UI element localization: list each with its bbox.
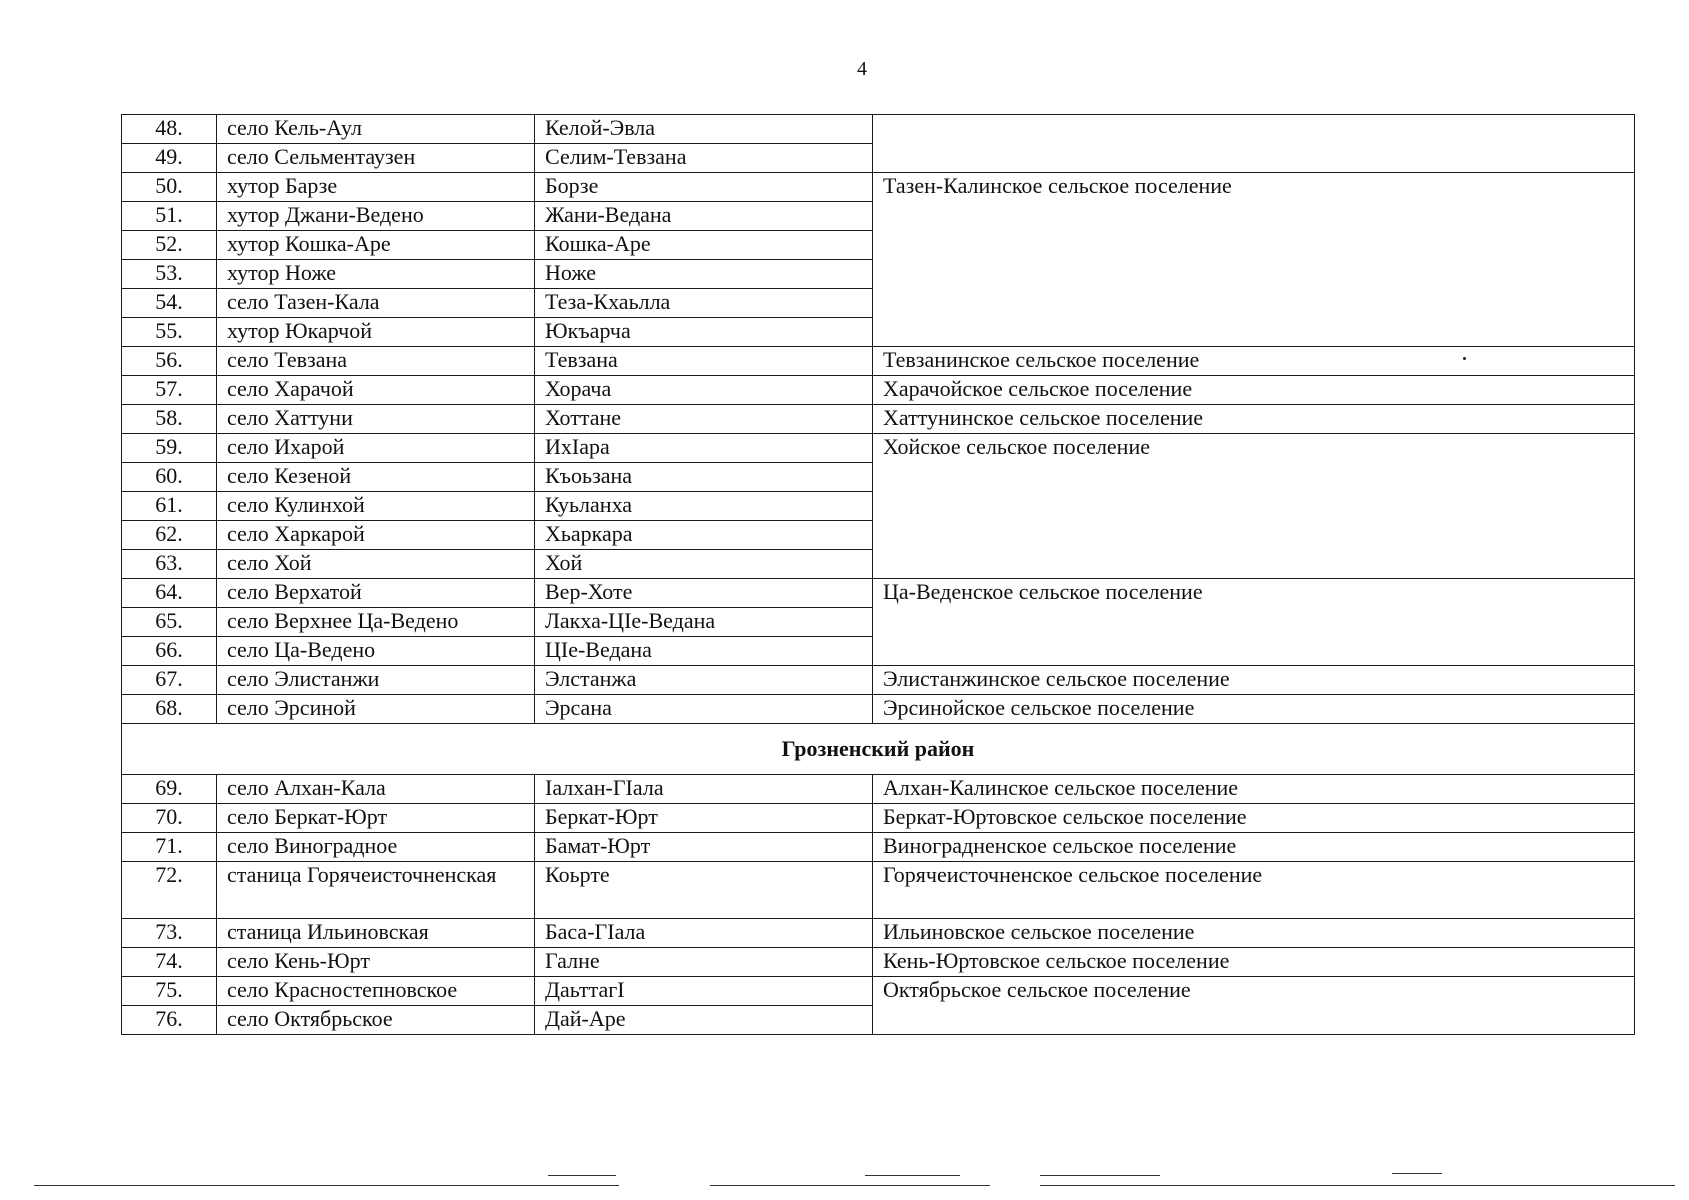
chechen-name: Жани-Ведана	[535, 202, 873, 231]
row-number: 67.	[122, 666, 217, 695]
municipality-name: Харачойское сельское поселение	[873, 376, 1635, 405]
chechen-name: Къоьзана	[535, 463, 873, 492]
settlement-name: село Тазен-Кала	[217, 289, 535, 318]
settlement-name: село Красностепновское	[217, 977, 535, 1006]
table-row	[122, 977, 1635, 1006]
settlement-name: хутор Юкарчой	[217, 318, 535, 347]
table-row	[122, 695, 1635, 724]
municipality-name: Беркат-Юртовское сельское поселение	[873, 804, 1635, 833]
chechen-name: Галне	[535, 948, 873, 977]
table-row	[122, 666, 1635, 695]
chechen-name: Iалхан-ГIала	[535, 775, 873, 804]
chechen-name: Коьрте	[535, 862, 873, 919]
settlement-name: станица Ильиновская	[217, 919, 535, 948]
table-row	[122, 115, 1635, 144]
settlement-name: село Элистанжи	[217, 666, 535, 695]
chechen-name: ИхIара	[535, 434, 873, 463]
municipality-name: Ца-Веденское сельское поселение	[873, 579, 1635, 666]
settlement-name: село Харачой	[217, 376, 535, 405]
row-number: 71.	[122, 833, 217, 862]
row-number: 51.	[122, 202, 217, 231]
row-number: 68.	[122, 695, 217, 724]
chechen-name: Лакха-ЦIе-Ведана	[535, 608, 873, 637]
table-row	[122, 948, 1635, 977]
row-number: 55.	[122, 318, 217, 347]
chechen-name: Вер-Хоте	[535, 579, 873, 608]
settlement-name: село Виноградное	[217, 833, 535, 862]
section-header-row	[122, 724, 1635, 775]
settlement-name: село Сельментаузен	[217, 144, 535, 173]
settlement-name: село Хаттуни	[217, 405, 535, 434]
chechen-name: Юкъарча	[535, 318, 873, 347]
row-number: 70.	[122, 804, 217, 833]
row-number: 61.	[122, 492, 217, 521]
footer-rule	[548, 1175, 616, 1176]
settlement-name: село Ца-Ведено	[217, 637, 535, 666]
row-number: 53.	[122, 260, 217, 289]
table-row	[122, 376, 1635, 405]
chechen-name: Селим-Тевзана	[535, 144, 873, 173]
chechen-name: Бамат-Юрт	[535, 833, 873, 862]
settlement-name: село Октябрьское	[217, 1006, 535, 1035]
table-row	[122, 347, 1635, 376]
settlement-name: хутор Джани-Ведено	[217, 202, 535, 231]
chechen-name: Хорача	[535, 376, 873, 405]
chechen-name: Хой	[535, 550, 873, 579]
row-number: 60.	[122, 463, 217, 492]
settlement-name: село Верхатой	[217, 579, 535, 608]
chechen-name: Баса-ГIала	[535, 919, 873, 948]
chechen-name: Борзе	[535, 173, 873, 202]
footer-rule	[1175, 1185, 1675, 1186]
municipality-name: Кень-Юртовское сельское поселение	[873, 948, 1635, 977]
table-row	[122, 833, 1635, 862]
row-number: 56.	[122, 347, 217, 376]
table-row	[122, 919, 1635, 948]
chechen-name: Теза-Кхаьлла	[535, 289, 873, 318]
table-row	[122, 579, 1635, 608]
row-number: 74.	[122, 948, 217, 977]
chechen-name: ДаьттагI	[535, 977, 873, 1006]
settlement-name: село Хой	[217, 550, 535, 579]
table-row	[122, 405, 1635, 434]
municipality-name: Эрсинойское сельское поселение	[873, 695, 1635, 724]
settlement-name: село Харкарой	[217, 521, 535, 550]
chechen-name: Тевзана	[535, 347, 873, 376]
settlement-name: село Беркат-Юрт	[217, 804, 535, 833]
chechen-name: Беркат-Юрт	[535, 804, 873, 833]
row-number: 50.	[122, 173, 217, 202]
row-number: 73.	[122, 919, 217, 948]
settlement-name: село Алхан-Кала	[217, 775, 535, 804]
settlement-name: село Кель-Аул	[217, 115, 535, 144]
row-number: 75.	[122, 977, 217, 1006]
footer-rule	[710, 1185, 990, 1186]
row-number: 57.	[122, 376, 217, 405]
row-number: 63.	[122, 550, 217, 579]
row-number: 65.	[122, 608, 217, 637]
chechen-name: Келой-Эвла	[535, 115, 873, 144]
settlement-name: хутор Барзе	[217, 173, 535, 202]
row-number: 48.	[122, 115, 217, 144]
municipality-name: Хаттунинское сельское поселение	[873, 405, 1635, 434]
chechen-name: Хоттане	[535, 405, 873, 434]
district-title: Грозненский район	[122, 724, 1635, 775]
settlement-name: село Ихарой	[217, 434, 535, 463]
footer-rule	[1392, 1173, 1442, 1174]
row-number: 54.	[122, 289, 217, 318]
chechen-name: Элстанжа	[535, 666, 873, 695]
settlement-name: село Эрсиной	[217, 695, 535, 724]
chechen-name: Кошка-Аре	[535, 231, 873, 260]
municipality-name: Тазен-Калинское сельское поселение	[873, 173, 1635, 347]
settlement-name: село Верхнее Ца-Ведено	[217, 608, 535, 637]
municipality-name: Алхан-Калинское сельское поселение	[873, 775, 1635, 804]
municipality-name: Элистанжинское сельское поселение	[873, 666, 1635, 695]
chechen-name: Эрсана	[535, 695, 873, 724]
row-number: 69.	[122, 775, 217, 804]
page-number: 4	[857, 58, 867, 80]
row-number: 49.	[122, 144, 217, 173]
chechen-name: Куьланха	[535, 492, 873, 521]
row-number: 72.	[122, 862, 217, 919]
settlement-name: село Кень-Юрт	[217, 948, 535, 977]
row-number: 64.	[122, 579, 217, 608]
settlement-name: хутор Ноже	[217, 260, 535, 289]
settlement-name: село Кезеной	[217, 463, 535, 492]
settlement-name: село Тевзана	[217, 347, 535, 376]
footer-rule	[1040, 1185, 1200, 1186]
settlement-name: хутор Кошка-Аре	[217, 231, 535, 260]
row-number: 58.	[122, 405, 217, 434]
footer-rule	[1040, 1175, 1160, 1176]
row-number: 66.	[122, 637, 217, 666]
chechen-name: ЦIе-Ведана	[535, 637, 873, 666]
table-row	[122, 173, 1635, 202]
scan-speck	[1463, 357, 1466, 360]
table-row	[122, 862, 1635, 919]
chechen-name: Ноже	[535, 260, 873, 289]
settlements-table	[121, 114, 1635, 1035]
municipality-name: Ильиновское сельское поселение	[873, 919, 1635, 948]
municipality-name: Хойское сельское поселение	[873, 434, 1635, 579]
row-number: 52.	[122, 231, 217, 260]
row-number: 76.	[122, 1006, 217, 1035]
municipality-name: Тевзанинское сельское поселение	[873, 347, 1635, 376]
table-row	[122, 804, 1635, 833]
table-row	[122, 775, 1635, 804]
settlement-cell-empty	[873, 115, 1635, 173]
municipality-name: Виноградненское сельское поселение	[873, 833, 1635, 862]
chechen-name: Хьаркара	[535, 521, 873, 550]
settlement-name: станица Горячеисточненская	[217, 862, 535, 919]
chechen-name: Дай-Аре	[535, 1006, 873, 1035]
footer-rule	[34, 1185, 619, 1186]
table-row	[122, 434, 1635, 463]
municipality-name: Горячеисточненское сельское поселение	[873, 862, 1635, 919]
settlement-name: село Кулинхой	[217, 492, 535, 521]
row-number: 62.	[122, 521, 217, 550]
footer-rule	[865, 1175, 960, 1176]
row-number: 59.	[122, 434, 217, 463]
municipality-name: Октябрьское сельское поселение	[873, 977, 1635, 1035]
